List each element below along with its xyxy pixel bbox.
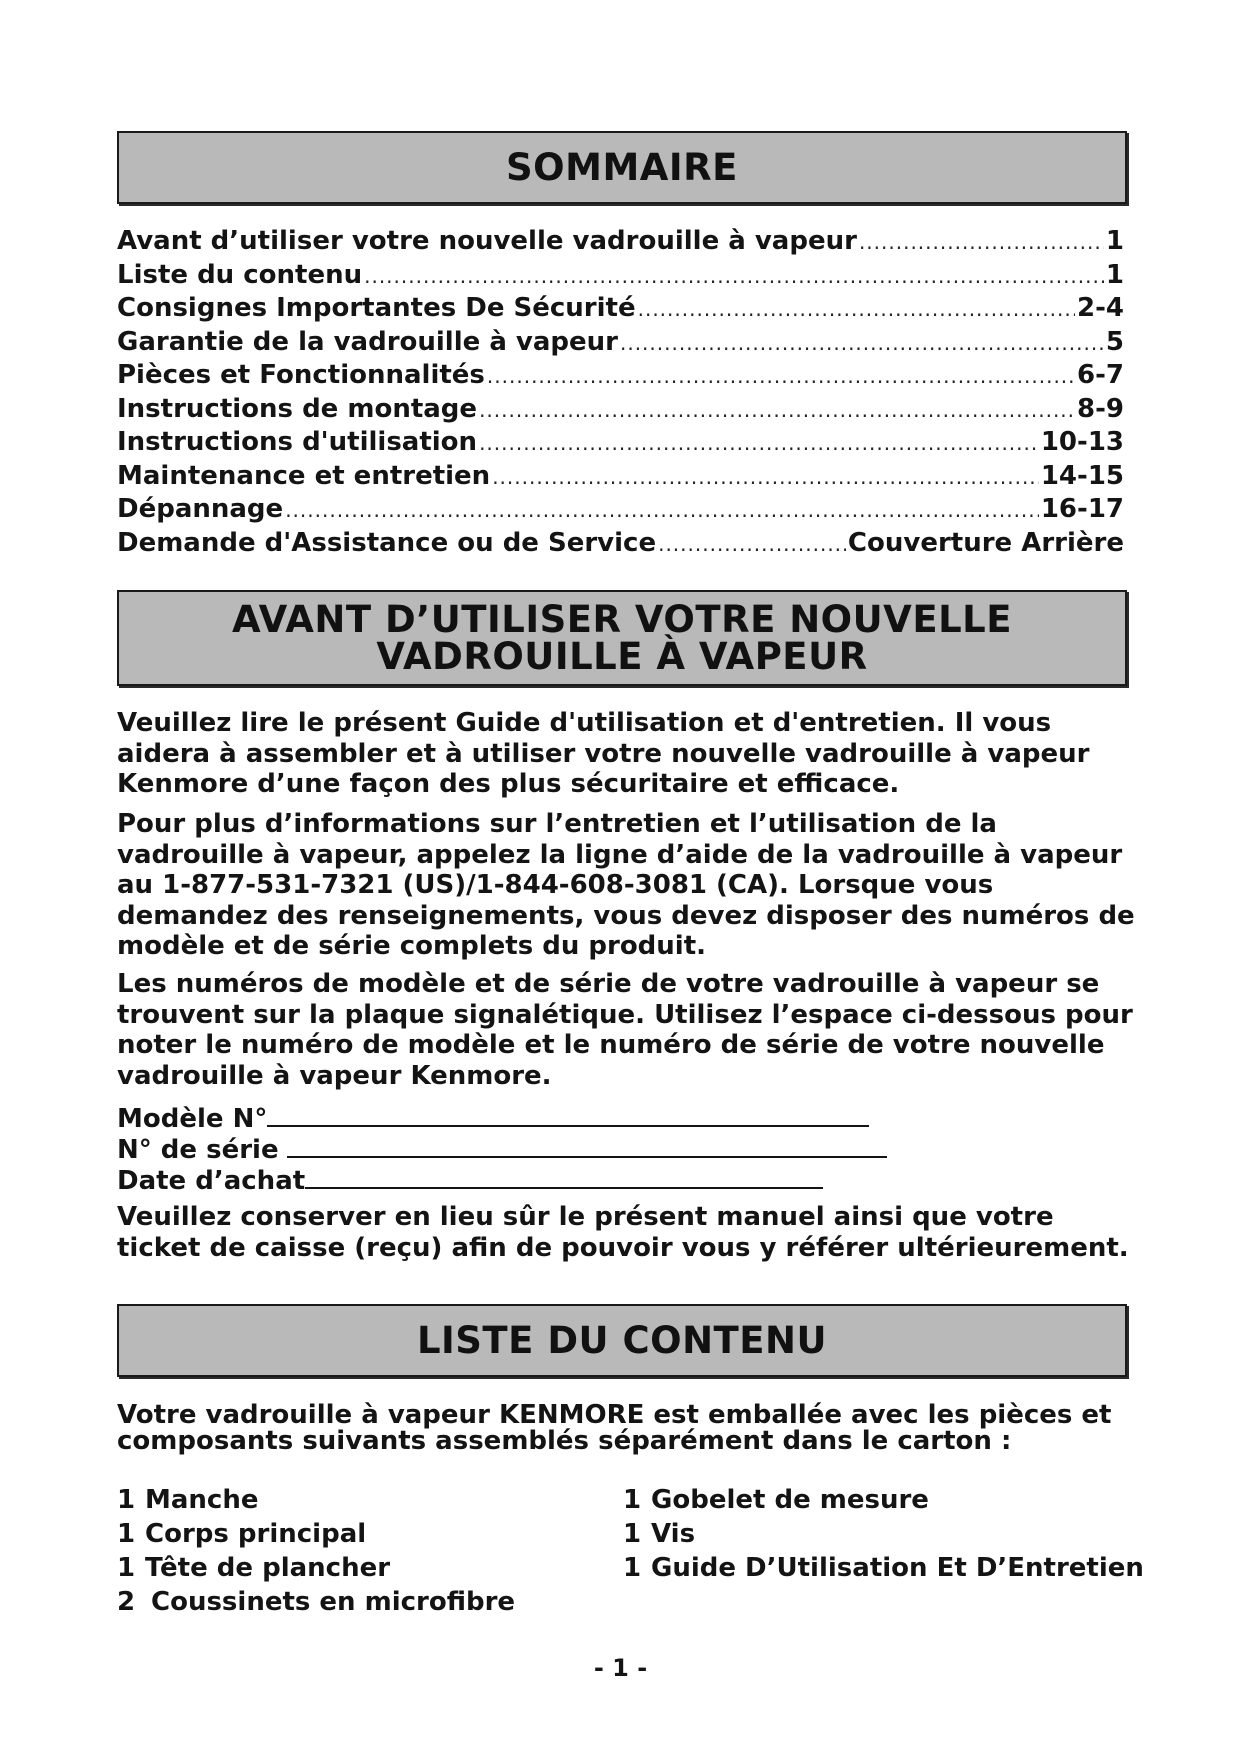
keep-manual-paragraph: Veuillez conserver en lieu sûr le présent manuel ainsi que votre ticket de caisse (reçu) afin de pouvoir vous y référer ultérieurement. <box>117 1202 1129 1263</box>
toc-entry[interactable] <box>117 226 1124 260</box>
table-of-contents <box>117 226 1124 561</box>
toc-entry-page: 5 <box>1105 326 1124 357</box>
toc-entry[interactable] <box>117 427 1124 461</box>
intro-paragraph: Veuillez lire le présent Guide d'utilisation et d'entretien. Il vous aidera à assembler et à utiliser votre nouvelle vadrouille à vapeur Kenmore d’une façon des plus sécuritaire et efficace. <box>117 708 1090 799</box>
list-item <box>117 1585 515 1619</box>
toc-header <box>117 131 1127 204</box>
toc-entry-label: Instructions de montage <box>117 393 478 424</box>
toc-entry-page: 2-4 <box>1077 293 1124 323</box>
toc-entry[interactable] <box>117 394 1124 428</box>
toc-leader-dots <box>479 431 1039 455</box>
toc-entry-label: Consignes Importantes De Sécurité <box>117 293 636 323</box>
list-item <box>117 1517 515 1551</box>
toc-entry[interactable] <box>117 461 1124 495</box>
toc-entry-page: Couverture Arrière <box>847 527 1124 558</box>
toc-entry[interactable] <box>117 327 1124 361</box>
toc-leader-dots <box>492 465 1039 489</box>
model-number-field <box>117 1103 869 1134</box>
item-name: Manche <box>145 1485 259 1515</box>
item-name: Guide D’Utilisation Et D’Entretien <box>651 1553 1144 1583</box>
toc-entry-label: Dépannage <box>117 494 284 524</box>
item-quantity: 1 <box>623 1553 642 1583</box>
model-number-label: Modèle N° <box>117 1104 268 1134</box>
toc-title: SOMMAIRE <box>506 146 738 189</box>
toc-entry-page: 14-15 <box>1040 460 1124 491</box>
item-name: Vis <box>651 1519 696 1549</box>
toc-entry-page: 8-9 <box>1077 393 1124 424</box>
model-number-blank-line[interactable] <box>267 1103 869 1127</box>
toc-leader-dots <box>364 264 1104 288</box>
purchase-date-blank-line[interactable] <box>305 1165 823 1189</box>
toc-leader-dots <box>658 532 846 556</box>
item-name: Gobelet de mesure <box>651 1485 929 1515</box>
purchase-date-label: Date d’achat <box>117 1166 306 1196</box>
toc-entry-label: Instructions d'utilisation <box>117 427 478 457</box>
list-item <box>623 1517 1144 1551</box>
item-quantity: 1 <box>117 1485 136 1515</box>
toc-entry-label: Maintenance et entretien <box>117 460 491 491</box>
contents-list-title: LISTE DU CONTENU <box>416 1319 828 1362</box>
item-name: Tête de plancher <box>145 1553 391 1583</box>
serial-number-blank-line[interactable] <box>287 1134 887 1158</box>
toc-entry-label: Avant d’utiliser votre nouvelle vadrouille à vapeur <box>117 226 857 256</box>
contents-intro: Votre vadrouille à vapeur KENMORE est emballée avec les pièces et composants suivants assemblés séparément dans le carton : <box>117 1400 1112 1456</box>
toc-leader-dots <box>638 297 1075 321</box>
list-item <box>623 1551 1144 1585</box>
toc-entry-label: Pièces et Fonctionnalités <box>117 360 485 390</box>
toc-entry[interactable] <box>117 360 1124 394</box>
before-use-header <box>117 590 1127 686</box>
item-quantity: 1 <box>623 1485 642 1515</box>
toc-entry[interactable] <box>117 260 1124 294</box>
contents-list-right <box>623 1483 1144 1585</box>
page-number: - 1 - <box>593 1654 648 1682</box>
toc-entry[interactable] <box>117 528 1124 562</box>
serial-info-paragraph: Les numéros de modèle et de série de votre vadrouille à vapeur se trouvent sur la plaque signalétique. Utilisez l’espace ci-dessous pour noter le numéro de modèle et le numéro de série de votre nouvelle vadrouille à vapeur Kenmore. <box>117 969 1133 1091</box>
toc-entry-label: Liste du contenu <box>117 259 363 290</box>
item-name: Corps principal <box>145 1519 367 1549</box>
purchase-date-field <box>117 1165 823 1196</box>
toc-entry-label: Garantie de la vadrouille à vapeur <box>117 326 618 357</box>
toc-entry[interactable] <box>117 494 1124 528</box>
item-quantity: 2 <box>117 1587 136 1617</box>
toc-leader-dots <box>487 364 1075 388</box>
before-use-title-line1: AVANT D’UTILISER VOTRE NOUVELLE <box>231 598 1013 641</box>
toc-entry-label: Demande d'Assistance ou de Service <box>117 527 657 558</box>
list-item <box>623 1483 1144 1517</box>
list-item <box>117 1483 515 1517</box>
toc-entry[interactable] <box>117 293 1124 327</box>
helpline-paragraph: Pour plus d’informations sur l’entretien et l’utilisation de la vadrouille à vapeur, appelez la ligne d’aide de la vadrouille à vapeur au 1-877-531-7321 (US)/1-844-608-3081 (CA). Lorsque vous demandez des renseignements, vous devez disposer des numéros de modèle et de série complets du produit. <box>117 809 1135 961</box>
toc-leader-dots <box>620 331 1104 355</box>
toc-leader-dots <box>479 398 1075 422</box>
toc-leader-dots <box>285 498 1039 522</box>
toc-entry-page: 1 <box>1105 259 1124 290</box>
toc-leader-dots <box>859 230 1104 254</box>
item-quantity: 1 <box>623 1519 642 1549</box>
toc-entry-page: 16-17 <box>1040 494 1124 524</box>
serial-number-field <box>117 1134 887 1165</box>
serial-number-label: N° de série <box>117 1135 279 1165</box>
contents-list-header <box>117 1304 1127 1377</box>
item-name: Coussinets en microfibre <box>151 1587 516 1617</box>
item-quantity: 1 <box>117 1553 136 1583</box>
before-use-title-line2: VADROUILLE À VAPEUR <box>376 635 868 678</box>
contents-list-left <box>117 1483 515 1619</box>
toc-entry-page: 6-7 <box>1077 360 1124 390</box>
item-quantity: 1 <box>117 1519 136 1549</box>
list-item <box>117 1551 515 1585</box>
toc-entry-page: 1 <box>1105 226 1124 256</box>
toc-entry-page: 10-13 <box>1040 427 1124 457</box>
